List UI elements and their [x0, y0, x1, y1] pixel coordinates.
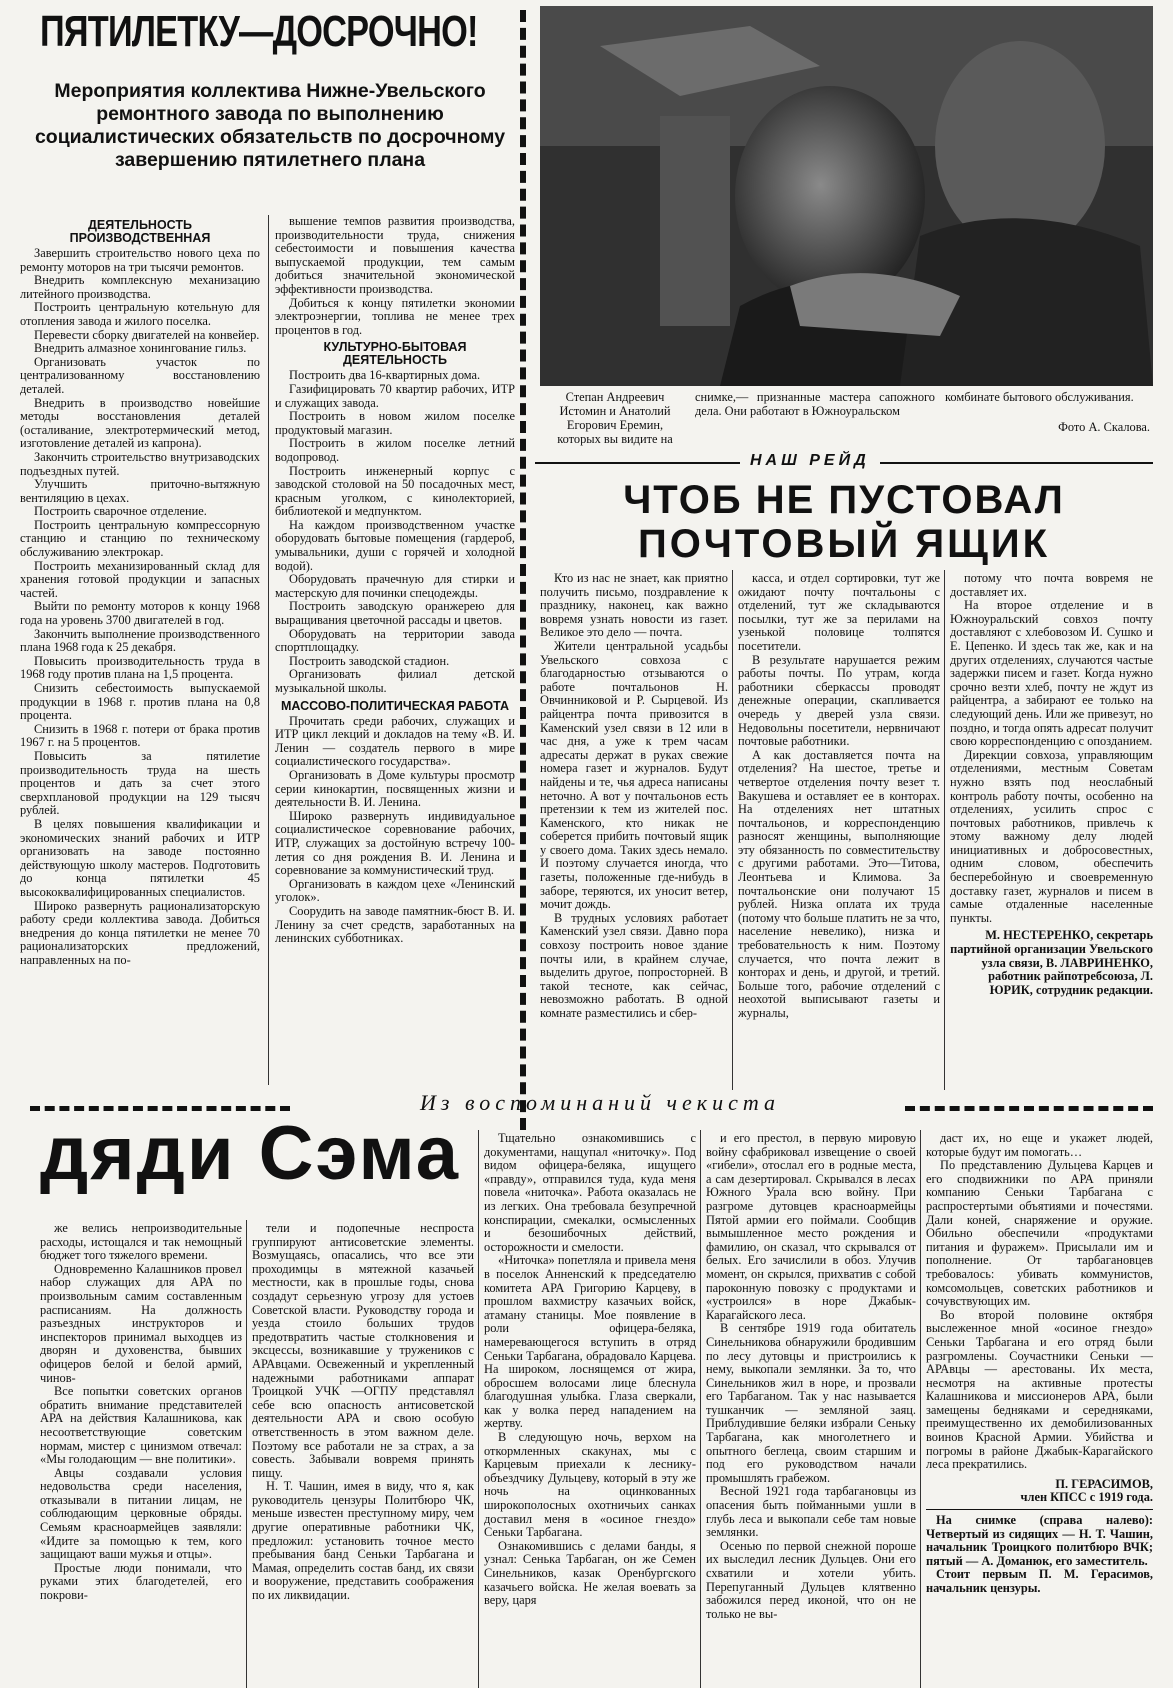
raid-paragraph: Дирекции совхоза, управляющим отделениями, местным Советам нужно взять под неослабный контроль работу почты, особенно на отделениях, усилить спрос с почтовых работников, привлечь к этому важному делу людей инициативных и добросовестных, одним словом, обеспечить бесперебойную и своевременную доставку газет, журналов и писем в самые отдаленные населенные пункты. [950, 747, 1153, 925]
plan-item: Внедрить комплексную механизацию литейного производства. [20, 273, 260, 301]
memoir-paragraph: По представлению Дульцева Карцев и его сподвижники по АРА приняли компанию Сеньки Тарбагана с распростертыми объятиями и почестями. Дали коней, снаряжение и оружие. Обильно обеспечили «продуктами питания и фуражем». Присылали им и пополнение. От тарбагановцев требовалось: убивать коммунистов, комсомольцев, советских работников и сочувствующих им. [926, 1158, 1153, 1309]
production-measures-continued [275, 215, 515, 337]
memoir-paragraph: же велись непроизводительные расходы, истощался и так немощный бюджет того тяжелого времени. [40, 1222, 242, 1263]
raid-headline-line2: ПОЧТОВЫЙ ЯЩИК [637, 522, 1051, 566]
plan-item: Организовать в каждом цехе «Ленинский уголок». [275, 876, 515, 905]
plan-item: Построить центральную компрессорную станцию и станцию по техническому обслуживанию электрокар. [20, 517, 260, 560]
raid-signature: М. НЕСТЕРЕНКО, секретарь партийной организации Увельского узла связи, В. ЛАВРИНЕНКО, работник райпотребсоюза, Л. ЮРИК, сотрудник редакции. [950, 928, 1153, 997]
plan-item: Повысить производительность труда в 1968 году против плана на 1,5 процента. [20, 653, 260, 682]
memoir-paragraph: «Ниточка» попетляла и привела меня в поселок Анненский к председателю комитета АРА Григорию Карцеву, в прошлом вахмистру казачьих войск, атаману станицы. Мое появление в роли офицера-беляка, намеревающегося вступить в отряд Сеньки Тарбагана, обрадовало Карцева. На широком, лоснящемся от жира, обросшем волосами лице блеснула благодушная улыбка. Глаза сверкали, как у волка перед нападением на жертву. [484, 1253, 696, 1431]
plan-item: На каждом производственном участке оборудовать бытовые помещения (гардероб, умывальники, души с горячей и холодной водой). [275, 517, 515, 573]
craftsmen-photo-illustration [540, 6, 1153, 386]
raid-paragraph: На второе отделение и в Южноуральский совхоз почту доставляют с хлебовозом И. Сушко и Е. Цепенко. И здесь так же, как и на других отделениях, случаются частые задержки писем и газет. Когда нужно срочно везти хлеб, почту не ждут из райцентра, а забирают ее только на следующий день. Или же привезут, но поздно, и тогда опять адресат получит свою корреспонденцию с опозданием. [950, 598, 1153, 749]
memoir-paragraph: и его престол, в первую мировую войну сфабриковал извещение о своей «гибели», отослал его в родные места, а сам дезертировал. Скрывался в лесах Южного Урала всю войну. При разгроме дутовцев красноармейцы Пятой армии его поймали. Сообщив вымышленное место рождения и фамилию, он сказал, что скрывался от белых. Его зачислили в обоз. Улучив момент, он скрылся, прихватив с собой пароконную повозку с продуктами и «устроился» в норе Джабык-Карагайского леса. [706, 1132, 916, 1322]
memoir-photo-caption: Стоит первым П. М. Герасимов, начальник цензуры. [926, 1567, 1153, 1595]
column-rule [920, 1130, 921, 1688]
memoir-paragraph: тели и подопечные неспроста группируют антисоветские элементы. Возмущаясь, опасались, что все эти проходимцы в мятежной казачьей местности, как в прошлые годы, снова создадут серьезную угрозу для устоев Советской власти. Руководству города и уезда стоило больших трудов предотвратить частые столкновения и эксцессы, возникавшие у тружеников с АРАвцами. Освеженный и укрепленный надежными работниками аппарат Троицкой УЧК —ОГПУ представлял себе всю опасность антисоветской деятельности АРА и свою особую ответственность в этом важном деле. Поэтому все работали не за страх, а за совесть. Забывали вовремя принять пищу. [252, 1222, 474, 1480]
raid-paragraph: касса, и отдел сортировки, тут же ожидают почту почтальоны с отделений, тут же складываются посылки, тут же за перилами на узенькой половице толпятся посетители. [738, 572, 940, 653]
section-heading-production: ДЕЯТЕЛЬНОСТЬ ПРОИЗВОДСТВЕННАЯ [69, 218, 211, 245]
plan-item: Прочитать среди рабочих, служащих и ИТР цикл лекций и докладов на тему «В. И. Ленин — создатель первого в мире социалистического государства». [275, 713, 515, 769]
plan-item: Выйти по ремонту моторов к концу 1968 года на уровень 3700 двигателей в год. [20, 599, 260, 628]
plan-item: Организовать участок по централизованному восстановлению деталей. [20, 354, 260, 396]
memoir-paragraph: Простые люди понимали, что руками этих благодетелей, его покрови- [40, 1560, 242, 1603]
plan-item: Внедрить в производство новейшие методы восстановления деталей (осталивание, электротермический метод, изготовление деталей из капрона). [20, 395, 260, 451]
memoir-paragraph: Ознакомившись с делами банды, я узнал: Сенька Тарбаган, он же Семен Синельников, казак Оренбургского казачьего войска. Не желая воевать за веру, царя [484, 1538, 696, 1608]
memoir-paragraph: Одновременно Калашников провел набор служащих для АРА по произвольным самим составленным расписаниям. На должность разъездных инструкторов и инспекторов принимал выходцев из дворян и духовенства, бывших офицеров белой и белой армий, чинов- [40, 1261, 242, 1385]
raid-paragraph: Жители центральной усадьбы Увельского совхоза с благодарностью отзываются о работе почтальонов Н. Овчинниковой и Р. Сырцевой. Из райцентра почта привозится в Каменский узел связи в 12 или в час дня, а уже к трем часам адресаты держат в руках свежие номера газет и журналов. Будут найдены и те, чья адреса написаны неточно. А вот у почтальонов есть претензии к тем из жителей пос. Каменского, кто никак не соберется прибить почтовый ящик у своего дома. Таких здесь немало. И поэтому случается иногда, что газеты, положенные где-нибудь в заборе, теряются, их уносит ветер, мочит дождь. [540, 638, 728, 912]
plan-column-1 [20, 215, 260, 1095]
plan-item: Построить в новом жилом поселке продуктовый магазин. [275, 409, 515, 437]
plan-item: Повысить за пятилетие производительность труда на шесть процентов и дать за счет этого сверхплановой продукции на 129 тысяч рублей. [20, 748, 260, 818]
plan-item: Снизить себестоимость выпускаемой продукции в 1968 г. против плана на 0,8 процента. [20, 681, 260, 723]
memoir-signature-role: член КПСС с 1919 года. [1020, 1490, 1153, 1505]
plan-item: Оборудовать прачечную для стирки и мастерскую для починки спецодежды. [275, 572, 515, 600]
raid-paragraph: В трудных условиях работает Каменский узел связи. Давно пора совхозу построить новое здание почты или, в крайнем случае, выделить другое, попросторней. В такой тесноте, как сейчас, невозможно работать. В одной комнате разместились и сбер- [540, 910, 728, 1020]
raid-paragraph: Кто из нас не знает, как приятно получить письмо, поздравление к празднику, наконец, как важно вовремя узнать новости из газет. Великое это дело — почта. [540, 572, 728, 640]
memoir-paragraph: Осенью по первой снежной пороше их выследил лесник Дульцев. Они его схватили и хотели убить. Перепуганный Дульцев клятвенно забожился перед иконой, что он не только не вы- [706, 1538, 916, 1621]
plan-item: Соорудить на заводе памятник-бюст В. И. Ленину за счет средств, заработанных на ленинских субботниках. [275, 903, 515, 946]
memoir-column-1 [40, 1222, 242, 1688]
memoir-paragraph: Авцы создавали условия недовольства среди населения, отказывали в питании лицам, не соблюдающим церковные обряды. Семьям красноармейцев заявляли: «Идите за помощью к тем, кого защищают ваши мужья и отцы». [40, 1465, 242, 1562]
plan-item: Закончить выполнение производственного плана 1968 года к 25 декабря. [20, 626, 260, 655]
memoir-rubric: Из воспоминаний чекиста [420, 1090, 780, 1115]
five-year-plan-subtitle: Мероприятия коллектива Нижне-Увельского ремонтного завода по выполнению социалистических обязательств по досрочному завершению пятилетнего плана [34, 80, 506, 171]
raid-paragraph: А как доставляется почта на отделения? На шестое, третье и четвертое отделения почту везет т. Вакушева и оставляет ее в конторах. На отделениях нет штатных почтальонов, и корреспонденцию разносят женщины, выполняющие эту обязанность по совместительству с другими работами. Это—Титова, Леонтьева и Климова. За почтальонские они получают 15 рублей. Низка оплата их труда (потому что больше платить не за что, население невелико), низка и требовательность к ним. Поэтому случается, что почта лежит в конторах и день, и другой, и третий. Больше того, рабочие отделений с неохотой выписывают газеты и журналы, [738, 747, 940, 1020]
five-year-plan-headline: ПЯТИЛЕТКУ—ДОСРОЧНО! [40, 7, 478, 56]
raid-rubric: НАШ РЕЙД [740, 452, 880, 470]
plan-item: Построить сварочное отделение. [34, 504, 207, 519]
plan-item: Построить в жилом поселке летний водопровод. [275, 436, 515, 464]
raid-headline-line1: ЧТОБ НЕ ПУСТОВАЛ [623, 478, 1065, 522]
column-rule [700, 1130, 701, 1688]
memoir-headline: дяди Сэма [40, 1111, 461, 1196]
plan-item: Завершить строительство нового цеха по ремонту моторов на три тысячи ремонтов. [20, 246, 260, 274]
column-rule [732, 570, 733, 1090]
plan-item: Добиться к концу пятилетки экономии электроэнергии, топлива не менее трех процентов в год. [275, 295, 515, 337]
memoir-paragraph: Н. Т. Чашин, имея в виду, что я, как руководитель цензуры Политбюро ЧК, меньше известен преступному миру, чем другие оперативные работники ЧК, предложил: установить точное место пребывания банд Сеньки Тарбагана и Мамая, определить состав банд, их связи и вооружение, представить соображения по их ликвидации. [252, 1479, 474, 1603]
raid-column-1 [540, 572, 728, 1090]
production-measures-list [20, 247, 260, 967]
caption-rule [926, 1509, 1153, 1510]
plan-item: Оборудовать на территории завода спортплощадку. [275, 626, 515, 655]
section-heading-political: МАССОВО-ПОЛИТИЧЕСКАЯ РАБОТА [280, 698, 510, 713]
column-rule [478, 1130, 479, 1688]
memoir-paragraph: В следующую ночь, верхом на откормленных скакунах, мы с Карцевым приехали к леснику-объездчику Дульцеву, который в эту же ночь на оцинкованных широкополосных охотничьих санках доставил меня в «осиное гнездо» Сеньки Тарбагана. [484, 1430, 696, 1540]
plan-item: Перевести сборку двигателей на конвейер. [34, 327, 260, 342]
raid-paragraph: потому что почта вовремя не доставляет их. [950, 572, 1153, 599]
photo-caption-col3: комбинате бытового обслуживания. [945, 390, 1134, 404]
memoir-paragraph: Весной 1921 года тарбагановцы из опасения быть пойманными ушли в глубь леса и выкопали себе там новые землянки. [706, 1484, 916, 1540]
plan-item: Внедрить алмазное хонингование гильз. [34, 341, 247, 356]
raid-paragraph: В результате нарушается режим работы почты. По утрам, когда работники сберкассы проводят денежные операции, скапливается очередь у дверей узла связи. Недовольны посетители, нервничают почтовые работники. [738, 652, 940, 749]
plan-item: Широко развернуть индивидуальное социалистическое соревнование рабочих, ИТР, служащих за достойную встречу 100-летия со дня рождения В. И. Ленина и соревнование за коммунистический труд. [275, 808, 515, 878]
section-heading-cultural: КУЛЬТУРНО-БЫТОВАЯ ДЕЯТЕЛЬНОСТЬ [323, 340, 467, 368]
memoir-paragraph: Тщательно ознакомившись с документами, нащупал «ниточку». Под видом офицера-беляка, ищущего «правду», отправился туда, куда меня повела «ниточка». Работа оказалась не из легких. Она требовала безупречной конспирации, смекалки, осмысленных и безошибочных действий, осторожности и смелости. [484, 1132, 696, 1254]
political-measures-list [275, 715, 515, 946]
plan-item: Построить заводскую оранжерею для выращивания цветочной рассады и цветов. [275, 599, 515, 628]
column-rule [944, 570, 945, 1090]
raid-column-2 [738, 572, 940, 1090]
craftsmen-photo [540, 6, 1153, 386]
raid-column-3 [950, 572, 1153, 1090]
memoir-column-5 [926, 1132, 1153, 1688]
plan-item: Улучшить приточно-вытяжную вентиляцию в цехах. [20, 477, 260, 505]
memoir-paragraph: даст их, но еще и укажет людей, которые будут им помогать… [926, 1132, 1153, 1159]
cultural-measures-list [275, 369, 515, 695]
column-rule [268, 215, 269, 1085]
column-divider-dots [520, 10, 532, 1130]
plan-item: Построить два 16-квартирных дома. [289, 368, 481, 383]
memoir-top-dots [905, 1106, 1153, 1111]
photo-caption-col1: Степан Андреевич Истомин и Анатолий Егорович Еремин, которых вы видите на [557, 390, 673, 446]
plan-column-2 [275, 215, 515, 1095]
plan-item: Построить механизированный склад для хранения готовой продукции и запасных частей. [20, 558, 260, 600]
photo-caption-col2: снимке,— признанные мастера сапожного дела. Они работают в Южноуральском [695, 390, 935, 418]
plan-item: В целях повышения квалификации и экономических знаний рабочих и ИТР организовать на заводе постоянно действующую школу мастеров. Подготовить до конца пятилетки 45 высококвалифицированных специалистов. [20, 816, 260, 899]
plan-item: Построить инженерный корпус с заводской столовой на 50 посадочных мест, красным уголком, с кинолекторией, библиотекой и медпунктом. [275, 463, 515, 519]
plan-item: Закончить строительство внутризаводских подъездных путей. [20, 449, 260, 478]
plan-item: вышение темпов развития производства, производительности труда, снижения себестоимости и повышения качества выпускаемой продукции, тем самым добиться значительной экономической эффективности производства. [275, 215, 515, 296]
plan-item: Организовать в Доме культуры просмотр серии кинокартин, посвященных жизни и деятельности В. И. Ленина. [275, 767, 515, 810]
memoir-paragraph: В сентябре 1919 года обитатель Синельникова обнаружили бродившим по лесу дутовцы и пристроились к нему, выкопали землянки. За то, что Синельников жил в норе, и прозвали его Тарбаганом. Так у нас называется тушканчик — земляной заяц. Приблудившие беляки избрали Сеньку Тарбагана, как многолетнего и опытного беглеца, своим старшим и под его руководством начали промышлять грабежом. [706, 1321, 916, 1485]
memoir-paragraph: Все попытки советских органов обратить внимание представителей АРА на действия Калашникова, как несоответствующие советским нормам, мистер с цинизмом отвечал: «Мы голодающим — вне политики». [40, 1384, 242, 1467]
plan-item: Широко развернуть рационализаторскую работу среди коллектива завода. Добиться внедрения до конца пятилетки не менее 70 рационализаторских предложений, направленных на по- [20, 898, 260, 967]
memoir-column-3 [484, 1132, 696, 1688]
memoir-paragraph: Во второй половине октября выслеженное мной «осиное гнездо» Сеньки Тарбагана и его отряд были разгромлены. Соучастники Сеньки — АРАвцы — арестованы. Их места, несмотря на активные протесты Калашникова и миссионеров АРА, были замещены бедняками и середняками, преимущественно их демобилизованных воинов Красной Армии. Убийства и погромы в районе Джабык-Карагайского леса прекратились. [926, 1307, 1153, 1472]
plan-item: Организовать филиал детской музыкальной школы. [275, 667, 515, 695]
plan-item: Построить заводской стадион. [289, 653, 450, 668]
memoir-column-4 [706, 1132, 916, 1688]
plan-item: Снизить в 1968 г. потери от брака против 1967 г. на 5 процентов. [20, 721, 260, 750]
column-rule [246, 1220, 247, 1688]
photo-credit: Фото А. Скалова. [1058, 420, 1150, 434]
memoir-signature-name: П. ГЕРАСИМОВ, [1055, 1476, 1153, 1491]
memoir-photo-caption: На снимке (справа налево): Четвертый из сидящих — Н. Т. Чашин, начальник Троицкого политбюро ВЧК; пятый — А. Доманюк, его заместитель. [926, 1513, 1153, 1568]
memoir-column-2 [252, 1222, 474, 1688]
plan-item: Построить центральную котельную для отопления завода и жилого поселка. [20, 300, 260, 328]
plan-item: Газифицировать 70 квартир рабочих, ИТР и служащих завода. [275, 381, 515, 410]
